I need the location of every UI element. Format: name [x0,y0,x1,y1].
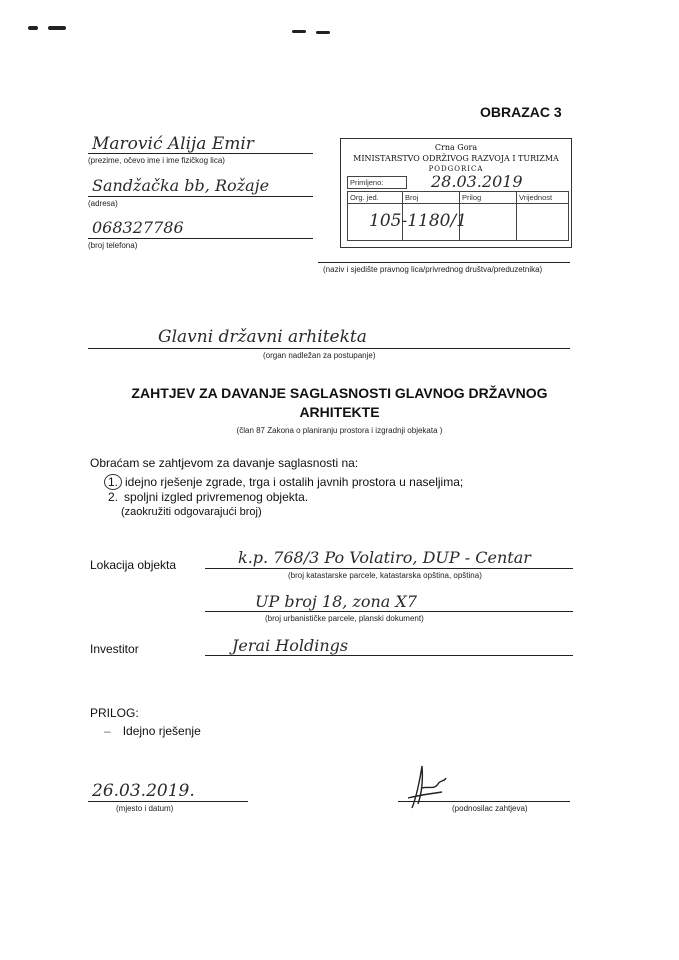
authority-value: Glavni državni arhitekta [158,327,367,347]
address-line [88,196,313,197]
location-value-2: UP broj 18, zona X7 [255,592,417,611]
stamp-ministry: MINISTARSTVO ODRŽIVOG RAZVOJA I TURIZMA [353,154,559,163]
stamp-col-broj: Broj [403,192,460,204]
phone-line [88,238,313,239]
location-caption-1: (broj katastarske parcele, katastarska opština, opština) [288,571,482,580]
stamp-col-vrijednost: Vrijednost [517,192,569,204]
legal-basis: (član 87 Zakona o planiranju prostora i izgradnji objekata ) [236,426,443,435]
scan-mark [28,26,38,30]
location-label: Lokacija objekta [90,558,177,572]
option-2 [108,490,308,504]
location-line-1 [205,568,573,569]
address-label: (adresa) [88,199,118,208]
reception-stamp [340,138,572,248]
stamp-country: Crna Gora [434,143,478,152]
attachment-label: PRILOG: [90,706,139,720]
legal-entity-label: (naziv i sjedište pravnog lica/privrednog društva/preduzetnika) [323,265,543,274]
investor-value: Jerai Holdings [232,636,349,655]
option-2-text: spoljni izgled privremenog objekta. [124,490,309,504]
location-caption-2: (broj urbanističke parcele, planski dokument) [265,614,424,623]
scan-mark [316,31,330,34]
attachment-dash: – [104,724,111,738]
option-1-number: 1. [104,474,122,490]
option-1-text: idejno rješenje zgrade, trga i ostalih javnih prostora u naseljima; [125,475,464,489]
signature-label: (podnosilac zahtjeva) [452,804,528,813]
date-value: 26.03.2019. [92,781,195,801]
option-2-number: 2. [108,490,119,504]
stamp-received-label: Primljeno: [348,177,407,189]
investor-line [205,655,573,656]
scan-mark [48,26,66,30]
stamp-number-value: 105-1180/1 [369,211,467,231]
phone-label: (broj telefona) [88,241,138,250]
attachment-item-text: Idejno rješenje [122,724,201,738]
stamp-city: PODGORICA [428,165,484,173]
applicant-name-value: Marović Alija Emir [92,134,254,154]
phone-value: 068327786 [92,218,184,237]
stamp-cell-prilog [460,204,517,241]
investor-label: Investitor [90,642,139,656]
authority-label: (organ nadležan za postupanje) [263,351,376,360]
signature-line [398,801,570,802]
stamp-cell-vrijednost [517,204,569,241]
date-line [88,801,248,802]
date-label: (mjesto i datum) [116,804,174,813]
authority-line [88,348,570,349]
document-title-line2: ARHITEKTE [299,404,380,420]
address-value: Sandžačka bb, Rožaje [92,176,270,195]
location-value-1: k.p. 768/3 Po Volatiro, DUP - Centar [238,548,531,567]
location-line-2 [205,611,573,612]
request-intro: Obraćam se zahtjevom za davanje saglasnosti na: [90,456,359,470]
stamp-col-org: Org. jed. [348,192,403,204]
attachment-item [104,724,201,738]
document-title: ZAHTJEV ZA DAVANJE SAGLASNOSTI GLAVNOG DRŽAVNOG [131,385,548,401]
form-number: OBRAZAC 3 [480,104,562,120]
stamp-col-prilog: Prilog [460,192,517,204]
applicant-name-line [88,153,313,154]
applicant-name-label: (prezime, očevo ime i ime fizičkog lica) [88,156,225,165]
legal-entity-line [318,262,570,263]
stamp-received-value: 28.03.2019 [431,172,523,191]
option-1 [104,474,463,490]
scan-mark [292,30,306,33]
option-hint: (zaokružiti odgovarajući broj) [121,506,262,518]
